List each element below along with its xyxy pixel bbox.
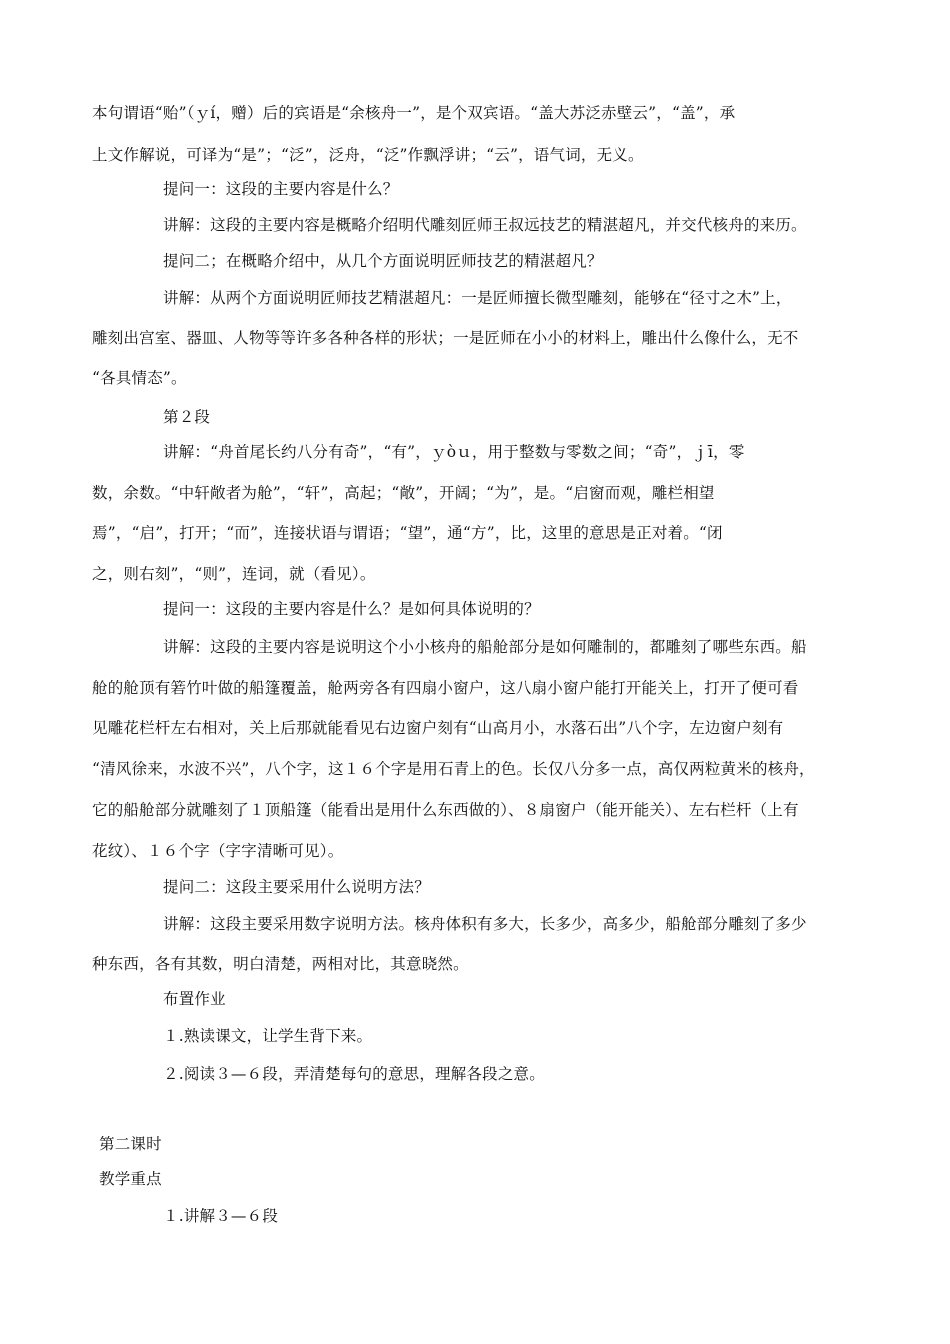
text-line: 本句谓语“贻”（ｙí，赠）后的宾语是“余核舟一”，是个双宾语。“盖大苏泛赤壁云”，“盖”，承: [92, 104, 736, 122]
homework-item: １.熟读课文，让学生背下来。: [163, 1027, 373, 1045]
text-line: 舱的舱顶有箬竹叶做的船篷覆盖，舱两旁各有四扇小窗户，这八扇小窗户能打开能关上，打开了便可看: [92, 679, 799, 697]
text-line: 之，则右刻”，“则”，连词，就（看见）。: [92, 565, 376, 583]
text-line: 雕刻出宫室、器皿、人物等等许多各种各样的形状；一是匠师在小小的材料上，雕出什么像什么，无不: [92, 329, 799, 347]
focus-item: １.讲解３—６段: [163, 1207, 279, 1225]
text-line: 数，余数。“中轩敞者为舱”，“轩”，高起；“敞”，开阔；“为”，是。“启窗而观，雕栏相望: [92, 484, 715, 502]
text-line: 见雕花栏杆左右相对，关上后那就能看见右边窗户刻有“山高月小，水落石出”八个字，左边窗户刻有: [92, 719, 784, 737]
text-line: 上文作解说，可译为“是”；“泛”，泛舟，“泛”作飘浮讲；“云”，语气词，无义。: [92, 146, 644, 164]
lesson-heading: 第二课时: [99, 1135, 162, 1153]
homework-item: ２.阅读３—６段，弄清楚每句的意思，理解各段之意。: [163, 1065, 545, 1083]
explanation-line: 讲解：这段的主要内容是说明这个小小核舟的船舱部分是如何雕制的，都雕刻了哪些东西。船: [163, 638, 807, 656]
text-line: “各具情态”。: [92, 369, 187, 387]
explanation-line: 讲解：“舟首尾长约八分有奇”，“有”，ｙòｕ，用于整数与零数之间；“奇”，ｊī，零: [163, 443, 745, 461]
question-line: 提问一：这段的主要内容是什么？: [163, 180, 399, 198]
question-line: 提问二：这段主要采用什么说明方法？: [163, 878, 430, 896]
text-line: 它的船舱部分就雕刻了１顶船篷（能看出是用什么东西做的）、８扇窗户（能开能关）、左右栏杆（上有: [92, 801, 799, 819]
section-heading: 第２段: [163, 408, 211, 426]
homework-heading: 布置作业: [163, 990, 226, 1008]
question-line: 提问二；在概略介绍中，从几个方面说明匠师技艺的精湛超凡？: [163, 252, 603, 270]
explanation-line: 讲解：这段主要采用数字说明方法。核舟体积有多大，长多少，高多少，船舱部分雕刻了多少: [163, 915, 807, 933]
text-line: “清风徐来，水波不兴”，八个字，这１６个字是用石青上的色。长仅八分多一点，高仅两粒黄米的核舟，: [92, 760, 815, 778]
focus-heading: 教学重点: [99, 1170, 162, 1188]
question-line: 提问一：这段的主要内容是什么？是如何具体说明的？: [163, 600, 540, 618]
text-line: 焉”，“启”，打开；“而”，连接状语与谓语；“望”，通“方”，比，这里的意思是正对着。“闭: [92, 524, 723, 542]
explanation-line: 讲解：从两个方面说明匠师技艺精湛超凡：一是匠师擅长微型雕刻，能够在“径寸之木”上，: [163, 289, 792, 307]
text-line: 花纹）、１６个字（字字清晰可见）。: [92, 842, 344, 860]
explanation-line: 讲解：这段的主要内容是概略介绍明代雕刻匠师王叔远技艺的精湛超凡，并交代核舟的来历。: [163, 216, 807, 234]
text-line: 种东西，各有其数，明白清楚，两相对比，其意晓然。: [92, 955, 469, 973]
